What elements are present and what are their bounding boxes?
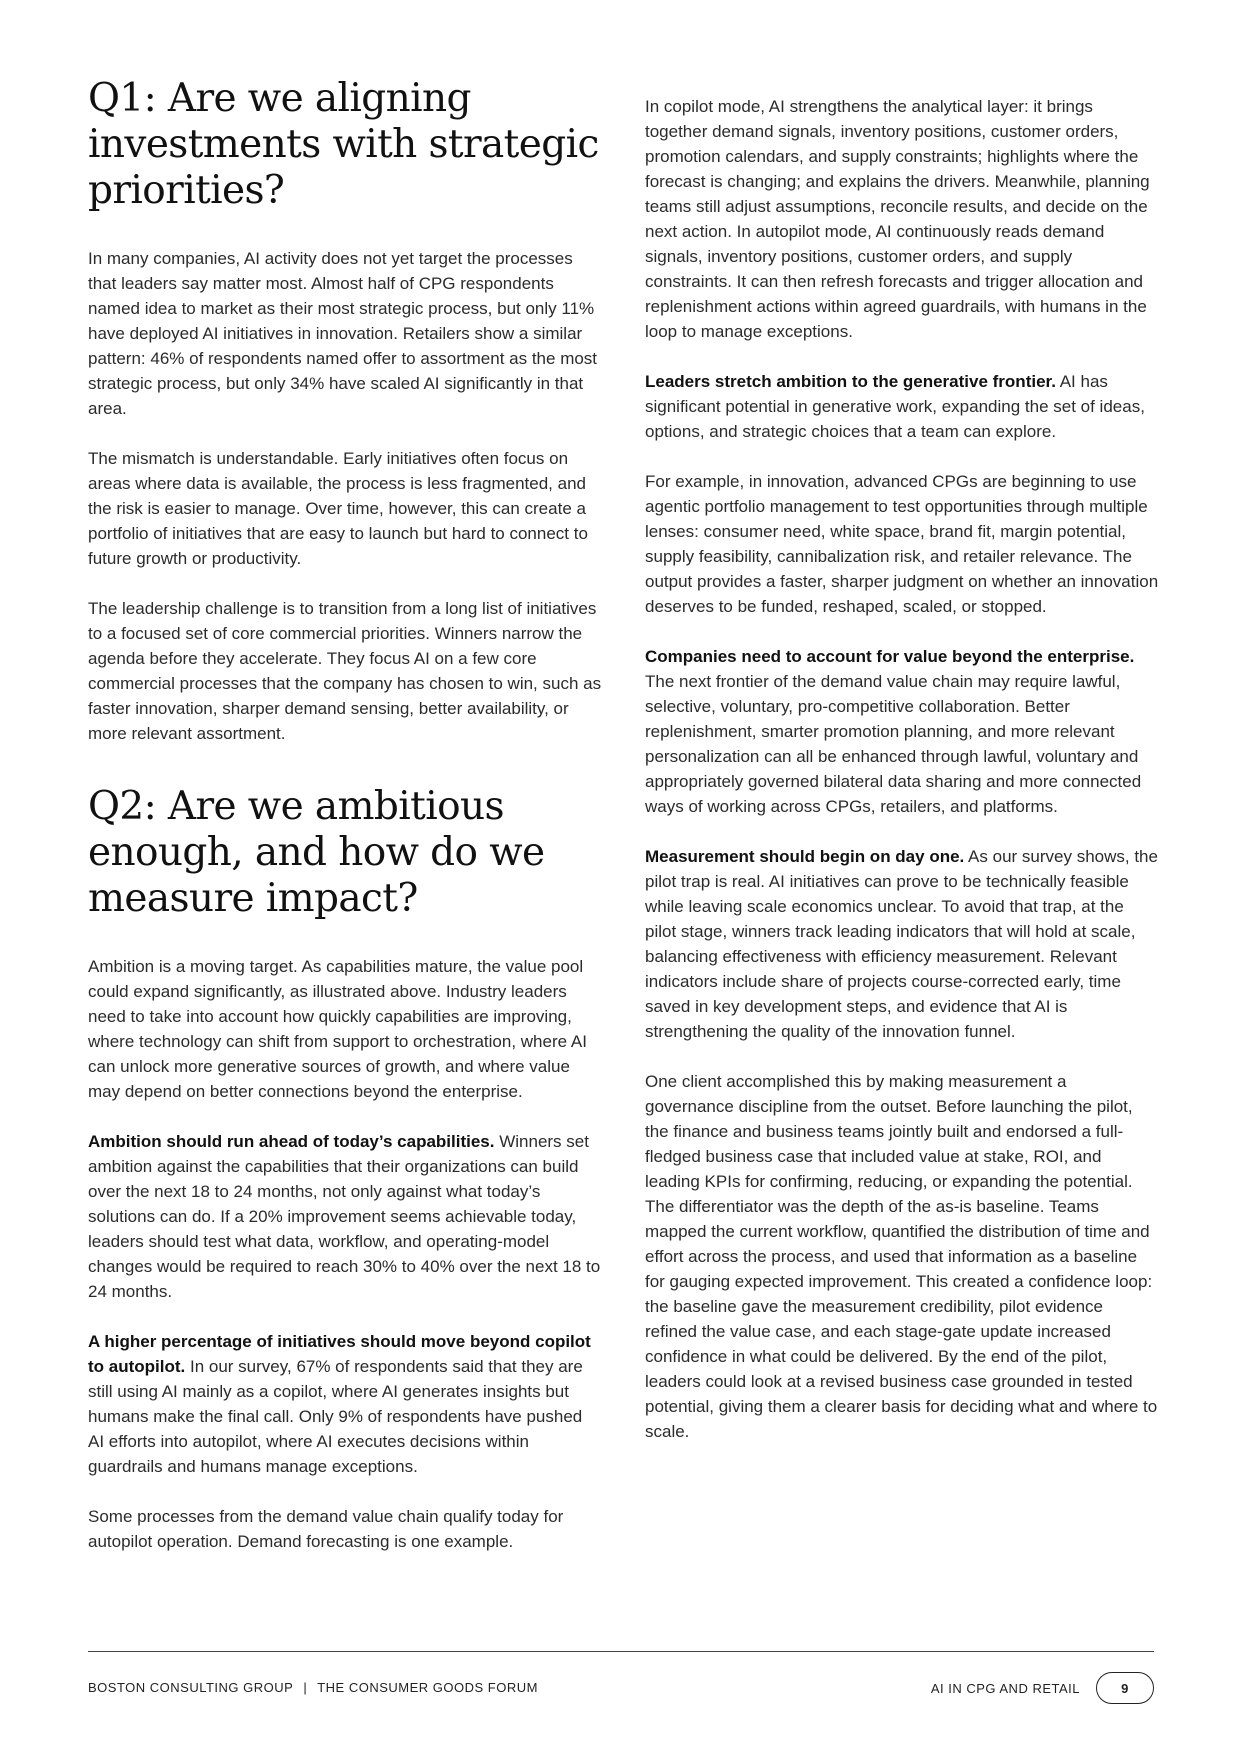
footer-org-bcg: BOSTON CONSULTING GROUP — [88, 1680, 294, 1695]
lead-in: Companies need to account for value beyond the enterprise. — [645, 647, 1135, 666]
paragraph: Ambition is a moving target. As capabilities mature, the value pool could expand significantly, as illustrated above. Industry leaders need to take into account how quickly capabilities are improving, where technology can shift from support to orchestration, where AI can unlock more generative sources of growth, and where value may depend on better connections beyond the enterprise. — [88, 957, 587, 1101]
paragraph — [88, 1129, 602, 1304]
footer-right — [931, 1672, 1154, 1704]
footer-divider — [88, 1651, 1154, 1652]
page-number-badge: 9 — [1096, 1672, 1154, 1704]
paragraph — [645, 644, 1159, 819]
section-q2 — [88, 784, 602, 1554]
paragraph: The mismatch is understandable. Early initiatives often focus on areas where data is available, the process is less fragmented, and the risk is easier to manage. Over time, however, this can create a portfolio of initiatives that are easy to launch but hard to connect to future growth or productivity. — [88, 449, 588, 568]
footer-separator: | — [303, 1680, 308, 1695]
footer-publishers — [88, 1680, 538, 1695]
footer-org-cgf: THE CONSUMER GOODS FORUM — [317, 1680, 538, 1695]
paragraph-body: The next frontier of the demand value chain may require lawful, selective, voluntary, pro-competitive collaboration. Better replenishment, smarter promotion planning, and more relevant personalization can all be enhanced through lawful, voluntary and appropriately governed bilateral data sharing and more connected ways of working across CPGs, retailers, and platforms. — [645, 672, 1142, 816]
lead-in: A higher percentage of initiatives should move beyond copilot to autopilot. — [88, 1332, 591, 1376]
lead-in: Leaders stretch ambition to the generative frontier. — [645, 372, 1056, 391]
lead-in: Measurement should begin on day one. — [645, 847, 965, 866]
left-column — [88, 76, 602, 1579]
paragraph: One client accomplished this by making measurement a governance discipline from the outset. Before launching the pilot, the finance and business teams jointly built and endorsed a full-fledged business case that included value at stake, ROI, and leading KPIs for confirming, reducing, or expanding the potential. The differentiator was the depth of the as-is baseline. Teams mapped the current workflow, quantified the distribution of time and effort across the process, and used that information as a baseline for gauging expected improvement. This created a confidence loop: the baseline gave the measurement credibility, pilot evidence refined the value case, and each stage-gate update increased confidence in what could be delivered. By the end of the pilot, leaders could look at a revised business case grounded in tested potential, giving them a clearer basis for deciding what and where to scale. — [645, 1072, 1158, 1441]
heading-q2: Q2: Are we ambitious enough, and how do we measure impact? — [88, 784, 545, 921]
paragraph-body: As our survey shows, the pilot trap is real. AI initiatives can prove to be technically feasible while leaving scale economics unclear. To avoid that trap, at the pilot stage, winners track leading indicators that will hold at scale, balancing effectiveness with efficiency measurement. Relevant indicators include share of projects course-corrected early, time saved in key development steps, and evidence that AI is strengthening the quality of the innovation funnel. — [645, 847, 1158, 1041]
paragraph: The leadership challenge is to transition from a long list of initiatives to a focused set of core commercial priorities. Winners narrow the agenda before they accelerate. They focus AI on a few core commercial processes that the company has chosen to win, such as faster innovation, sharper demand sensing, better availability, or more relevant assortment. — [88, 599, 602, 743]
paragraph — [88, 1329, 602, 1479]
paragraph-body: AI has significant potential in generative work, expanding the set of ideas, options, and strategic choices that a team can explore. — [645, 372, 1145, 441]
paragraph-body: Winners set ambition against the capabilities that their organizations can build over the next 18 to 24 months, not only against what today’s solutions can do. If a 20% improvement seems achievable today, leaders should test what data, workflow, and operating-model changes would be required to reach 30% to 40% over the next 18 to 24 months. — [88, 1132, 601, 1301]
paragraph-body: In our survey, 67% of respondents said that they are still using AI mainly as a copilot, where AI generates insights but humans make the final call. Only 9% of respondents have pushed AI efforts into autopilot, where AI executes decisions within guardrails and humans manage exceptions. — [88, 1357, 583, 1476]
paragraph: In copilot mode, AI strengthens the analytical layer: it brings together demand signals, inventory positions, customer orders, promotion calendars, and supply constraints; highlights where the forecast is changing; and explains the drivers. Meanwhile, planning teams still adjust assumptions, reconcile results, and decide on the next action. In autopilot mode, AI continuously reads demand signals, inventory positions, customer orders, and supply constraints. It can then refresh forecasts and trigger allocation and replenishment actions within agreed guardrails, with humans in the loop to manage exceptions. — [645, 97, 1150, 341]
paragraph: Some processes from the demand value chain qualify today for autopilot operation. Demand forecasting is one example. — [88, 1507, 564, 1551]
lead-in: Ambition should run ahead of today’s capabilities. — [88, 1132, 495, 1151]
page-footer — [88, 1672, 1154, 1704]
section-q1 — [88, 76, 602, 746]
paragraph: For example, in innovation, advanced CPGs are beginning to use agentic portfolio management to test opportunities through multiple lenses: consumer need, white space, brand fit, margin potential, supply feasibility, cannibalization risk, and retailer relevance. The output provides a faster, sharper judgment on whether an innovation deserves to be funded, reshaped, scaled, or stopped. — [645, 472, 1159, 616]
paragraph: In many companies, AI activity does not yet target the processes that leaders say matter most. Almost half of CPG respondents named idea to market as their most strategic process, but only 11% have deployed AI initiatives in innovation. Retailers show a similar pattern: 46% of respondents named offer to assortment as the most strategic process, but only 34% have scaled AI significantly in that area. — [88, 249, 598, 418]
paragraph — [645, 369, 1159, 444]
paragraph — [645, 844, 1159, 1044]
footer-report-title: AI IN CPG AND RETAIL — [930, 1680, 1080, 1696]
right-column — [645, 94, 1159, 1469]
heading-q1: Q1: Are we aligning investments with strategic priorities? — [88, 76, 599, 213]
